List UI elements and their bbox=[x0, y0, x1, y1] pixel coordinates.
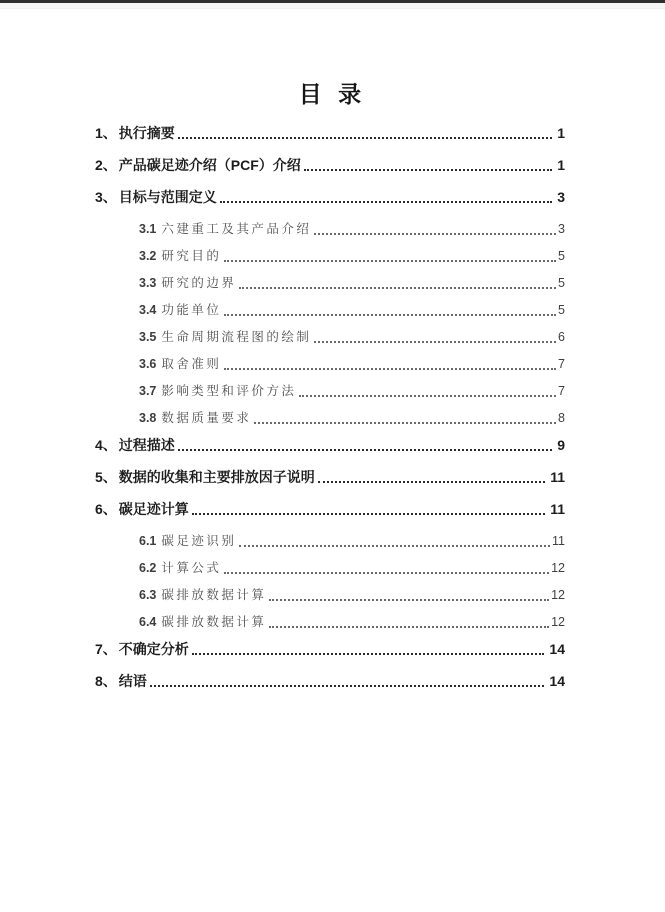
entry-label: 结语 bbox=[118, 673, 147, 689]
toc-entry-3-7[interactable] bbox=[139, 384, 565, 398]
toc-entry-conclusion[interactable] bbox=[95, 674, 565, 689]
toc-entry-3-4[interactable] bbox=[139, 303, 565, 317]
dot-leader bbox=[178, 449, 552, 451]
entry-number: 2、 bbox=[95, 157, 117, 173]
dot-leader bbox=[254, 422, 556, 424]
entry-number: 3.3 bbox=[139, 276, 157, 290]
toc-entry-3-1[interactable] bbox=[139, 222, 565, 236]
entry-label: 目标与范围定义 bbox=[118, 189, 217, 205]
entry-label: 执行摘要 bbox=[118, 125, 175, 141]
dot-leader bbox=[220, 201, 552, 203]
page-number: 11 bbox=[552, 534, 565, 548]
dot-leader bbox=[239, 287, 556, 289]
page-number: 5 bbox=[558, 249, 565, 263]
page-number: 11 bbox=[550, 501, 565, 517]
entry-number: 3.4 bbox=[139, 303, 157, 317]
entry-number: 6.4 bbox=[139, 615, 157, 629]
entry-label: 碳排放数据计算 bbox=[161, 615, 267, 629]
dot-leader bbox=[224, 260, 556, 262]
entry-label: 研究的边界 bbox=[161, 276, 237, 290]
entry-label: 研究目的 bbox=[161, 249, 222, 263]
entry-number: 3.7 bbox=[139, 384, 157, 398]
dot-leader bbox=[224, 572, 549, 574]
toc-entry-3-3[interactable] bbox=[139, 276, 565, 290]
dot-leader bbox=[314, 233, 556, 235]
page-number: 5 bbox=[558, 303, 565, 317]
entry-label: 计算公式 bbox=[161, 561, 222, 575]
table-of-contents bbox=[95, 126, 565, 689]
dot-leader bbox=[224, 368, 556, 370]
dot-leader bbox=[304, 169, 552, 171]
entry-label: 功能单位 bbox=[161, 303, 222, 317]
entry-number: 7、 bbox=[95, 641, 117, 657]
toc-entry-3-5[interactable] bbox=[139, 330, 565, 344]
toc-entry-pcf-intro[interactable] bbox=[95, 158, 565, 173]
entry-number: 8、 bbox=[95, 673, 117, 689]
entry-number: 6.1 bbox=[139, 534, 157, 548]
entry-number: 3.1 bbox=[139, 222, 157, 236]
page-number: 1 bbox=[557, 125, 565, 141]
toc-entry-6-1[interactable] bbox=[139, 534, 565, 548]
page-number: 12 bbox=[551, 615, 565, 629]
entry-label: 碳足迹识别 bbox=[161, 534, 237, 548]
entry-number: 5、 bbox=[95, 469, 117, 485]
toc-entry-executive-summary[interactable] bbox=[95, 126, 565, 141]
page-number: 7 bbox=[558, 357, 565, 371]
dot-leader bbox=[269, 626, 549, 628]
page-number: 8 bbox=[558, 411, 565, 425]
page-number: 5 bbox=[558, 276, 565, 290]
toc-entry-3-6[interactable] bbox=[139, 357, 565, 371]
entry-number: 3、 bbox=[95, 189, 117, 205]
entry-number: 3.2 bbox=[139, 249, 157, 263]
page-number: 1 bbox=[557, 157, 565, 173]
page-number: 3 bbox=[558, 222, 565, 236]
toc-entry-6-3[interactable] bbox=[139, 588, 565, 602]
entry-label: 碳排放数据计算 bbox=[161, 588, 267, 602]
toc-entry-data-collection[interactable] bbox=[95, 470, 565, 485]
page-number: 12 bbox=[551, 588, 565, 602]
dot-leader bbox=[299, 395, 556, 397]
dot-leader bbox=[178, 137, 552, 139]
page-number: 3 bbox=[557, 189, 565, 205]
entry-label: 产品碳足迹介绍（PCF）介绍 bbox=[118, 157, 301, 173]
entry-label: 不确定分析 bbox=[118, 641, 189, 657]
page-number: 9 bbox=[557, 437, 565, 453]
toc-entry-process-description[interactable] bbox=[95, 438, 565, 453]
entry-label: 影响类型和评价方法 bbox=[161, 384, 297, 398]
entry-number: 3.5 bbox=[139, 330, 157, 344]
entry-label: 生命周期流程图的绘制 bbox=[161, 330, 312, 344]
toc-title: 目 录 bbox=[298, 81, 367, 107]
entry-number: 1、 bbox=[95, 125, 117, 141]
page-number: 14 bbox=[549, 673, 565, 689]
page-number: 11 bbox=[550, 469, 565, 485]
entry-number: 3.6 bbox=[139, 357, 157, 371]
dot-leader bbox=[314, 341, 556, 343]
page-number: 7 bbox=[558, 384, 565, 398]
entry-label: 取舍准则 bbox=[161, 357, 222, 371]
dot-leader bbox=[192, 653, 545, 655]
entry-label: 六建重工及其产品介绍 bbox=[161, 222, 312, 236]
page-number: 6 bbox=[558, 330, 565, 344]
toc-entry-6-4[interactable] bbox=[139, 615, 565, 629]
dot-leader bbox=[239, 545, 550, 547]
entry-number: 3.8 bbox=[139, 411, 157, 425]
toc-entry-6-2[interactable] bbox=[139, 561, 565, 575]
dot-leader bbox=[318, 481, 545, 483]
entry-label: 碳足迹计算 bbox=[118, 501, 189, 517]
entry-number: 6.2 bbox=[139, 561, 157, 575]
entry-label: 过程描述 bbox=[118, 437, 175, 453]
toc-entry-goal-scope[interactable] bbox=[95, 190, 565, 205]
dot-leader bbox=[150, 685, 545, 687]
dot-leader bbox=[224, 314, 556, 316]
toc-entry-3-2[interactable] bbox=[139, 249, 565, 263]
entry-number: 4、 bbox=[95, 437, 117, 453]
window-top-band bbox=[0, 3, 665, 9]
entry-label: 数据的收集和主要排放因子说明 bbox=[118, 469, 315, 485]
dot-leader bbox=[269, 599, 549, 601]
entry-label: 数据质量要求 bbox=[161, 411, 252, 425]
toc-entry-3-8[interactable] bbox=[139, 411, 565, 425]
toc-entry-footprint-calculation[interactable] bbox=[95, 502, 565, 517]
page-number: 12 bbox=[551, 561, 565, 575]
toc-entry-uncertainty-analysis[interactable] bbox=[95, 642, 565, 657]
dot-leader bbox=[192, 513, 545, 515]
page-number: 14 bbox=[549, 641, 565, 657]
entry-number: 6、 bbox=[95, 501, 117, 517]
entry-number: 6.3 bbox=[139, 588, 157, 602]
